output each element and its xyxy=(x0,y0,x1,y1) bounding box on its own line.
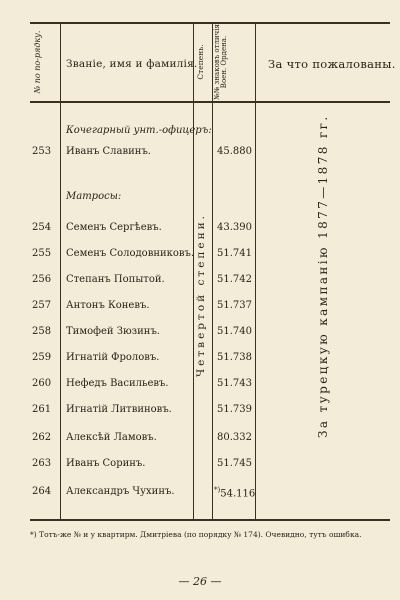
row-number: 257 xyxy=(32,300,52,311)
row-order-number: 51.743 xyxy=(217,378,252,389)
row-order-number: 51.742 xyxy=(217,274,252,285)
row-name: Иванъ Славинъ. xyxy=(66,146,151,157)
header-number: № по по-рядку. xyxy=(33,30,42,94)
row-name: Антонъ Коневъ. xyxy=(66,300,150,311)
row-order-number: 80.332 xyxy=(217,432,252,443)
row-order-number: 51.741 xyxy=(217,248,252,259)
col-divider-1 xyxy=(60,22,61,520)
header-degree: Степень. xyxy=(196,44,205,80)
header-reason: За что пожалованы. xyxy=(268,57,396,71)
row-order-number: 45.880 xyxy=(217,146,252,157)
table-bottom-rule xyxy=(30,519,390,521)
row-number: 253 xyxy=(32,146,52,157)
footnote-mark: *) xyxy=(214,486,221,494)
row-name: Нефедъ Васильевъ. xyxy=(66,378,169,389)
group-label: Матросы: xyxy=(66,191,122,202)
degree-merged-cell: Четвертой степени. xyxy=(195,213,207,377)
row-name: Степанъ Попытой. xyxy=(66,274,165,285)
row-name: Игнатій Фроловъ. xyxy=(66,352,160,363)
row-name: Тимофей Зюзинъ. xyxy=(66,326,160,337)
row-order-value: 54.116 xyxy=(220,488,256,500)
row-number: 256 xyxy=(32,274,52,285)
table-top-rule xyxy=(30,22,390,24)
row-number: 260 xyxy=(32,378,52,389)
row-number: 262 xyxy=(32,432,52,443)
row-order-number: 51.737 xyxy=(217,300,252,311)
row-number: 258 xyxy=(32,326,52,337)
row-name: Игнатій Литвиновъ. xyxy=(66,404,172,415)
row-number: 254 xyxy=(32,222,52,233)
row-name: Семенъ Солодовниковъ. xyxy=(66,248,195,259)
row-number: 261 xyxy=(32,404,52,415)
row-number: 255 xyxy=(32,248,52,259)
row-order-number: 51.745 xyxy=(217,458,252,469)
row-name: Александръ Чухинъ. xyxy=(66,486,175,497)
header-bottom-rule xyxy=(30,101,390,103)
row-name: Алексѣй Ламовъ. xyxy=(66,432,157,443)
row-order-number: 51.738 xyxy=(217,352,252,363)
row-order-number: 43.390 xyxy=(217,222,252,233)
reason-merged-cell: За турецкую кампанію 1877—1878 гг. xyxy=(316,114,330,438)
row-order-number: 51.740 xyxy=(217,326,252,337)
footnote: *) Тотъ-же № и у квартирм. Дмитріева (по порядку № 174). Очевидно, тутъ ошибка. xyxy=(30,530,362,539)
page-number: — 26 — xyxy=(178,575,222,588)
col-divider-4 xyxy=(255,22,256,520)
row-name: Семенъ Сергѣевъ. xyxy=(66,222,162,233)
header-name: Званіе, имя и фамилія. xyxy=(66,58,198,70)
row-name: Иванъ Соринъ. xyxy=(66,458,146,469)
col-divider-2 xyxy=(193,22,194,520)
row-order-number xyxy=(214,486,256,500)
row-number: 259 xyxy=(32,352,52,363)
header-order: №№ знаковъ отличія Воен. Ордена. xyxy=(213,24,229,100)
row-order-number: 51.739 xyxy=(217,404,252,415)
row-number: 263 xyxy=(32,458,52,469)
group-label: Кочегарный унт.-офицеръ: xyxy=(66,125,212,136)
row-number: 264 xyxy=(32,486,52,497)
